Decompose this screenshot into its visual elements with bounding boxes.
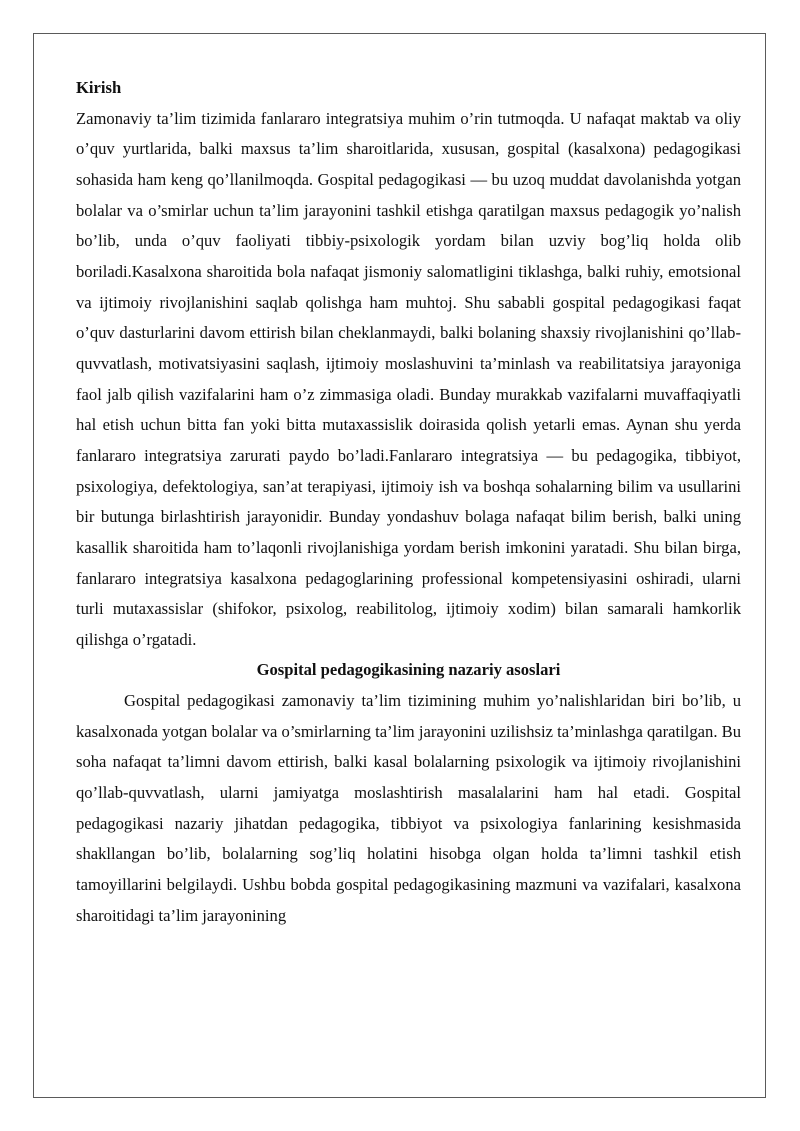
intro-heading: Kirish — [76, 78, 122, 97]
intro-paragraph: Zamonaviy ta’lim tizimida fanlararo integratsiya muhim o’rin tutmoqda. U nafaqat maktab va oliy o’quv yurtlarida, balki maxsus ta’lim sharoitlarida, xususan, gospital (kasalxona) pedagogikasi sohasida ham keng qo’llanilmoqda. Gospital pedagogikasi — bu uzoq muddat davolanishda yotgan bolalar va o’smirlar uchun ta’lim jarayonini tashkil etishga qaratilgan maxsus pedagogik yo’nalish bo’lib, unda o’quv faoliyati tibbiy-psixologik yordam bilan uzviy bog’liq holda olib boriladi.Kasalxona sharoitida bola nafaqat jismoniy salomatligini tiklashga, balki ruhiy, emotsional va ijtimoiy rivojlanishini saqlab qolishga ham muhtoj. Shu sababli gospital pedagogikasi faqat o’quv dasturlarini davom ettirish bilan cheklanmaydi, balki bolaning shaxsiy rivojlanishini qo’llab-quvvatlash, motivatsiyasini saqlash, ijtimoiy moslashuvini ta’minlash va reabilitatsiya jarayoniga faol jalb qilish vazifalarini ham o’z zimmasiga oladi. Bunday murakkab vazifalarni muvaffaqiyatli hal etish uchun bitta fan yoki bitta mutaxassislik doirasida qolish yetarli emas. Aynan shu yerda fanlararo integratsiya zarurati paydo bo’ladi.Fanlararo integratsiya — bu pedagogika, tibbiyot, psixologiya, defektologiya, san’at terapiyasi, ijtimoiy ish va boshqa sohalarning bilim va usullarini bir butunga birlashtirish jarayonidir. Bunday yondashuv bolaga nafaqat bilim berish, balki uning kasallik sharoitida ham to’laqonli rivojlanishiga yordam berish imkonini yaratadi. Shu bilan birga, fanlararo integratsiya kasalxona pedagoglarining professional kompetensiyasini oshiradi, ularni turli mutaxassislar (shifokor, psixolog, reabilitolog, ijtimoiy xodim) bilan samarali hamkorlik qilishga o’rgatadi. — [76, 108, 741, 649]
section-heading: Gospital pedagogikasining nazariy asoslari — [256, 660, 561, 680]
document-body — [76, 73, 741, 931]
section-paragraph: Gospital pedagogikasi zamonaviy ta’lim tizimining muhim yo’nalishlaridan biri bo’lib, u kasalxonada yotgan bolalar va o’smirlarning ta’lim jarayonini uzilishsiz ta’minlashga qaratilgan. Bu soha nafaqat ta’limni davom ettirish, balki kasal bolalarning psixologik va ijtimoiy rivojlanishini qo’llab-quvvatlash, ularni jamiyatga moslashtirish masalalarini ham hal etadi. Gospital pedagogikasi nazariy jihatdan pedagogika, tibbiyot va psixologiya fanlarining kesishmasida shakllangan bo’lib, bolalarning sog’liq holatini hisobga olgan holda ta’limni tashkil etish tamoyillarini belgilaydi. Ushbu bobda gospital pedagogikasining mazmuni va vazifalari, kasalxona sharoitidagi ta’lim jarayonining — [76, 691, 741, 925]
